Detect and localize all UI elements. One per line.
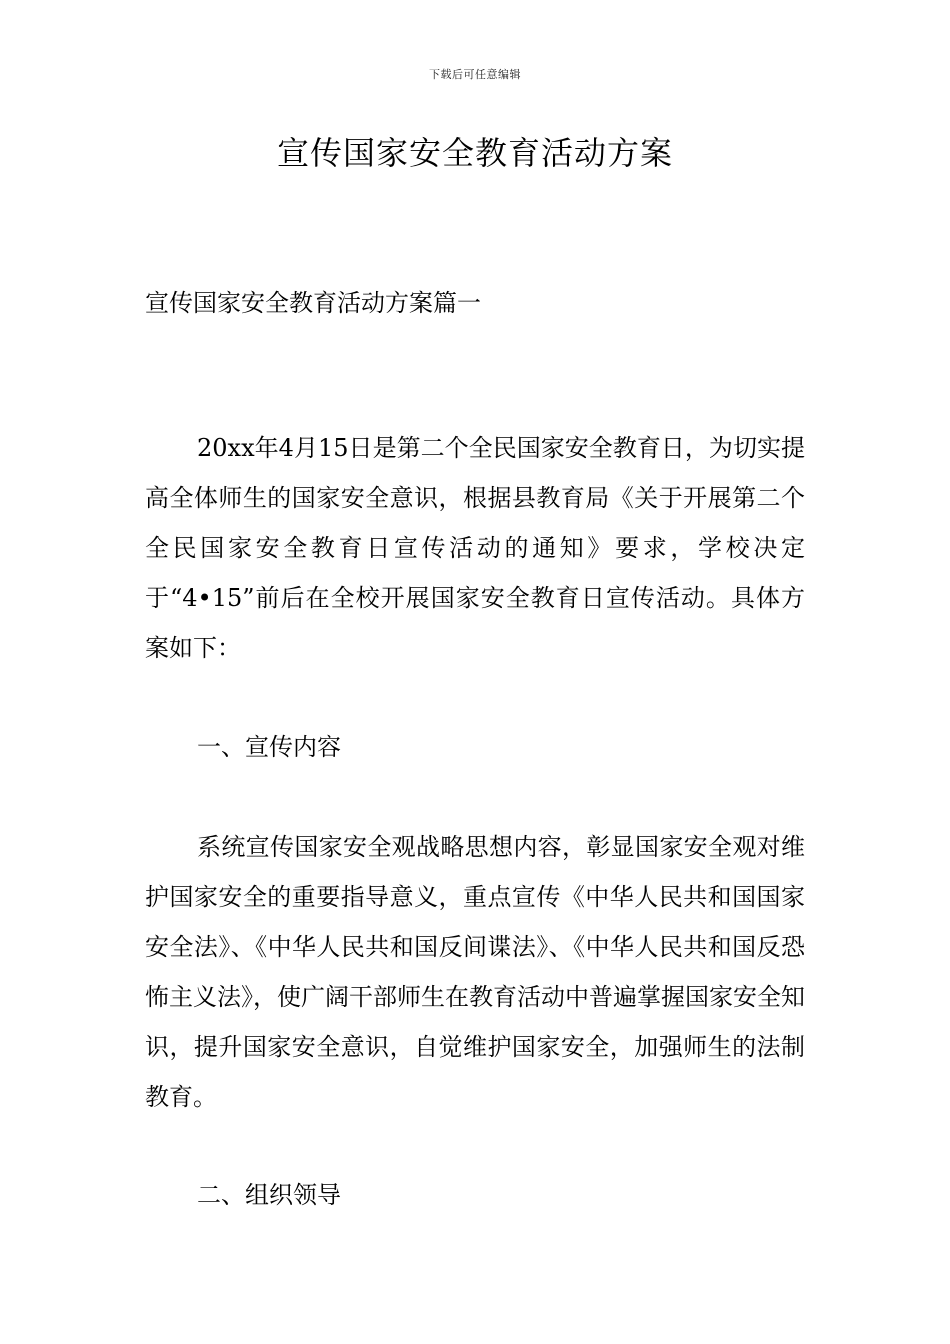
section-heading-content: 一、宣传内容 [197,733,341,761]
paragraph-intro: 20xx年4月15日是第二个全民国家安全教育日，为切实提高全体师生的国家安全意识，根据县教育局《关于开展第二个全民国家安全教育日宣传活动的通知》要求，学校决定于“4•15”前后在全校开展国家安全教育日宣传活动。具体方案如下： [145,434,805,662]
section-heading-organization: 二、组织领导 [197,1181,341,1209]
document-title: 宣传国家安全教育活动方案 [276,134,673,172]
paragraph-content: 系统宣传国家安全观战略思想内容，彰显国家安全观对维护国家安全的重要指导意义，重点宣传《中华人民共和国国家安全法》、《中华人民共和国反间谍法》、《中华人民共和国反恐怖主义法》，使广阔干部师生在教育活动中普遍掌握国家安全知识，提升国家安全意识，自觉维护国家安全，加强师生的法制教育。 [145,833,805,1111]
document-subtitle: 宣传国家安全教育活动方案篇一 [145,289,481,317]
header-note: 下载后可任意编辑 [429,68,521,81]
